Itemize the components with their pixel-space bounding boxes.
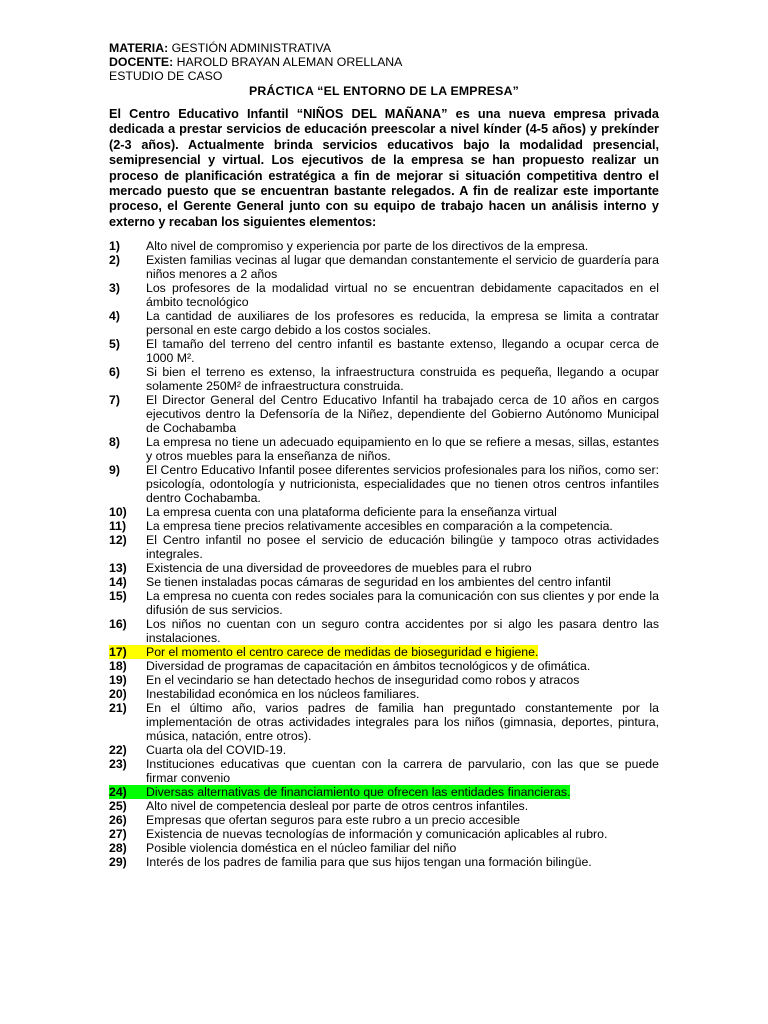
list-item	[109, 855, 659, 869]
list-item-number: 4)	[109, 309, 120, 324]
list-item	[109, 561, 659, 575]
list-item	[109, 533, 659, 561]
teacher-label: DOCENTE:	[109, 55, 174, 69]
list-item-text: Se tienen instaladas pocas cámaras de seguridad en los ambientes del centro infantil	[146, 575, 611, 590]
list-item-number: 12)	[109, 533, 127, 548]
list-item-number: 15)	[109, 589, 127, 604]
list-item-number: 18)	[109, 659, 127, 674]
list-item	[109, 841, 659, 855]
list-item-text: Cuarta ola del COVID-19.	[146, 743, 287, 758]
list-item-text: En el último año, varios padres de familia han preguntado constantemente por la implementación de otras actividades integrales para los niños (gimnasia, deportes, pintura, música, natación, entre otros).	[146, 701, 659, 744]
list-item	[109, 785, 659, 799]
list-item	[109, 701, 659, 743]
subject-label: MATERIA:	[109, 41, 169, 55]
subject-value: GESTIÓN ADMINISTRATIVA	[168, 41, 332, 55]
list-item	[109, 827, 659, 841]
list-item-number: 14)	[109, 575, 127, 590]
list-item-number: 28)	[109, 841, 127, 856]
list-item-number: 16)	[109, 617, 127, 632]
list-item-number: 26)	[109, 813, 127, 828]
list-item	[109, 519, 659, 533]
list-item-text: Alto nivel de competencia desleal por parte de otros centros infantiles.	[146, 799, 529, 814]
list-item-number: 21)	[109, 701, 127, 716]
list-item-text: El tamaño del terreno del centro infantil es bastante extenso, llegando a ocupar cerca de 1000 M².	[146, 337, 659, 366]
list-item-text: El Centro infantil no posee el servicio de educación bilingüe y tampoco otras actividades integrales.	[146, 533, 659, 562]
list-item	[109, 743, 659, 757]
list-item-number: 19)	[109, 673, 127, 688]
list-item	[109, 659, 659, 673]
document-page	[109, 41, 659, 869]
list-item-text: Los niños no cuentan con un seguro contra accidentes por si algo les pasara dentro las instalaciones.	[146, 617, 659, 646]
list-item	[109, 575, 659, 589]
list-item	[109, 757, 659, 785]
list-item-number: 23)	[109, 757, 127, 772]
document-title: PRÁCTICA “EL ENTORNO DE LA EMPRESA”	[248, 84, 520, 98]
list-item	[109, 813, 659, 827]
list-item-number: 3)	[109, 281, 120, 296]
list-item	[109, 365, 659, 393]
list-item-text: Empresas que ofertan seguros para este rubro a un precio accesible	[146, 813, 520, 828]
list-item-number: 25)	[109, 799, 127, 814]
list-item	[109, 393, 659, 435]
teacher-value: HAROLD BRAYAN ALEMAN ORELLANA	[173, 55, 403, 69]
list-item-text: La empresa cuenta con una plataforma deficiente para la enseñanza virtual	[146, 505, 557, 520]
teacher-line	[109, 55, 659, 69]
list-item-number: 6)	[109, 365, 120, 380]
list-item	[109, 281, 659, 309]
list-item-text: El Centro Educativo Infantil posee diferentes servicios profesionales para los niños, como ser: psicología, odontología y nutricionista, especialidades que no tienen otros centros infantiles dentro Cochabamba.	[146, 463, 659, 506]
list-item	[109, 239, 659, 253]
list-item-number: 8)	[109, 435, 120, 450]
list-item-number: 20)	[109, 687, 127, 702]
elements-list	[109, 239, 659, 869]
case-study-label: ESTUDIO DE CASO	[109, 69, 223, 83]
list-item	[109, 645, 659, 659]
list-item-text: Interés de los padres de familia para que sus hijos tengan una formación bilingüe.	[146, 855, 592, 870]
intro-paragraph: El Centro Educativo Infantil “NIÑOS DEL MAÑANA” es una nueva empresa privada dedicada a prestar servicios de educación preescolar a nivel kínder (4-5 años) y prekínder (2-3 años). Actualmente brinda servicios educativos bajo la modalidad presencial, semipresencial y virtual. Los ejecutivos de la empresa se han propuesto realizar un proceso de planificación estratégica a fin de mejorar si situación competitiva dentro el mercado puesto que se encuentran bastante relegados. A fin de realizar este importante proceso, el Gerente General junto con su equipo de trabajo hacen un análisis interno y externo y recaban los siguientes elementos:	[109, 107, 659, 229]
list-item-text: Alto nivel de compromiso y experiencia por parte de los directivos de la empresa.	[146, 239, 589, 254]
list-item	[109, 687, 659, 701]
list-item-number: 24)	[109, 785, 146, 799]
list-item-text: Posible violencia doméstica en el núcleo familiar del niño	[146, 841, 457, 856]
list-item-number: 17)	[109, 645, 146, 659]
list-item-text: Existencia de una diversidad de proveedores de muebles para el rubro	[146, 561, 532, 576]
list-item-text: La cantidad de auxiliares de los profesores es reducida, la empresa se limita a contratar personal en este cargo debido a los costos sociales.	[146, 309, 659, 338]
list-item-text: La empresa tiene precios relativamente accesibles en comparación a la competencia.	[146, 519, 613, 534]
list-item	[109, 505, 659, 519]
list-item	[109, 617, 659, 645]
list-item-text: El Director General del Centro Educativo Infantil ha trabajado cerca de 10 años en cargos ejecutivos dentro la Defensoría de la Niñez, dependiente del Gobierno Autónomo Municipal de Cochabamba	[146, 393, 659, 436]
list-item-text: Si bien el terreno es extenso, la infraestructura construida es pequeña, llegando a ocupar solamente 250M² de infraestructura construida.	[146, 365, 659, 394]
list-item-text: Inestabilidad económica en los núcleos familiares.	[146, 687, 420, 702]
list-item	[109, 799, 659, 813]
list-item-text: La empresa no tiene un adecuado equipamiento en lo que se refiere a mesas, sillas, estantes y otros muebles para la enseñanza de niños.	[146, 435, 659, 464]
list-item	[109, 435, 659, 463]
list-item-text: Diversidad de programas de capacitación en ámbitos tecnológicos y de ofimática.	[146, 659, 591, 674]
list-item-text: Instituciones educativas que cuentan con la carrera de parvulario, con las que se puede firmar convenio	[146, 757, 659, 786]
list-item	[109, 589, 659, 617]
list-item-text: Existen familias vecinas al lugar que demandan constantemente el servicio de guardería para niños menores a 2 años	[146, 253, 659, 282]
list-item	[109, 309, 659, 337]
list-item	[109, 253, 659, 281]
list-item-number: 11)	[109, 519, 127, 534]
list-item-number: 9)	[109, 463, 120, 478]
list-item-number: 7)	[109, 393, 120, 408]
list-item-text: Los profesores de la modalidad virtual no se encuentran debidamente capacitados en el ámbito tecnológico	[146, 281, 659, 310]
list-item-text: Por el momento el centro carece de medidas de bioseguridad e higiene.	[146, 645, 539, 660]
list-item-text: Existencia de nuevas tecnologías de información y comunicación aplicables al rubro.	[146, 827, 608, 842]
list-item	[109, 463, 659, 505]
list-item-number: 2)	[109, 253, 120, 268]
list-item-number: 27)	[109, 827, 127, 842]
list-item	[109, 337, 659, 365]
list-item-number: 29)	[109, 855, 127, 870]
list-item-number: 1)	[109, 239, 120, 254]
list-item-text: En el vecindario se han detectado hechos de inseguridad como robos y atracos	[146, 673, 580, 688]
list-item-number: 5)	[109, 337, 120, 352]
list-item-text: Diversas alternativas de financiamiento que ofrecen las entidades financieras.	[146, 785, 571, 800]
list-item	[109, 673, 659, 687]
subject-line	[109, 41, 659, 55]
list-item-text: La empresa no cuenta con redes sociales para la comunicación con sus clientes y por ende la difusión de sus servicios.	[146, 589, 659, 618]
list-item-number: 13)	[109, 561, 127, 576]
list-item-number: 22)	[109, 743, 127, 758]
list-item-number: 10)	[109, 505, 127, 520]
